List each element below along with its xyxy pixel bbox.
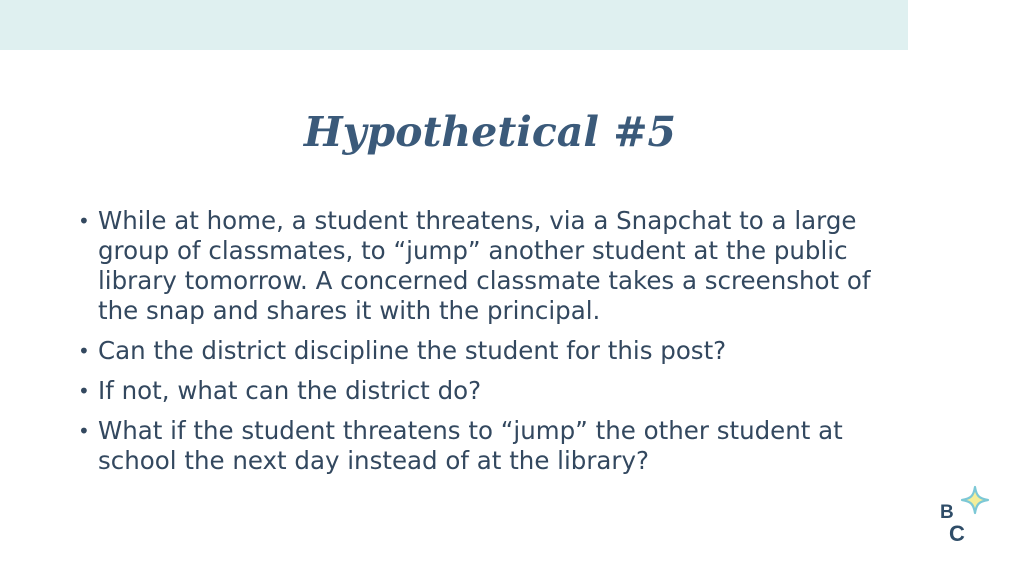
bullet-dot: • bbox=[78, 339, 90, 363]
header-band bbox=[0, 0, 908, 50]
bullet-list bbox=[76, 206, 906, 486]
bullet-item bbox=[76, 416, 906, 476]
bullet-dot: • bbox=[78, 209, 90, 233]
bullet-text: Can the district discipline the student for this post? bbox=[98, 336, 727, 365]
bullet-dot: • bbox=[78, 419, 90, 443]
bc-logo bbox=[934, 484, 994, 548]
bullet-item bbox=[76, 376, 906, 406]
bullet-text: What if the student threatens to “jump” the other student at school the next day instead of at the library? bbox=[98, 416, 843, 475]
bullet-item bbox=[76, 336, 906, 366]
slide-title: Hypothetical #5 bbox=[303, 108, 677, 156]
bullet-text: If not, what can the district do? bbox=[98, 376, 482, 405]
logo-letter-b: B bbox=[940, 502, 954, 523]
bullet-item bbox=[76, 206, 906, 326]
bullet-dot: • bbox=[78, 379, 90, 403]
sparkle-star-icon bbox=[960, 485, 990, 515]
bullet-text: While at home, a student threatens, via a Snapchat to a large group of classmates, to “jump” another student at the public library tomorrow. A concerned classmate takes a screenshot of the snap and shares it with the principal. bbox=[98, 206, 871, 325]
logo-letter-c: C bbox=[949, 521, 965, 546]
